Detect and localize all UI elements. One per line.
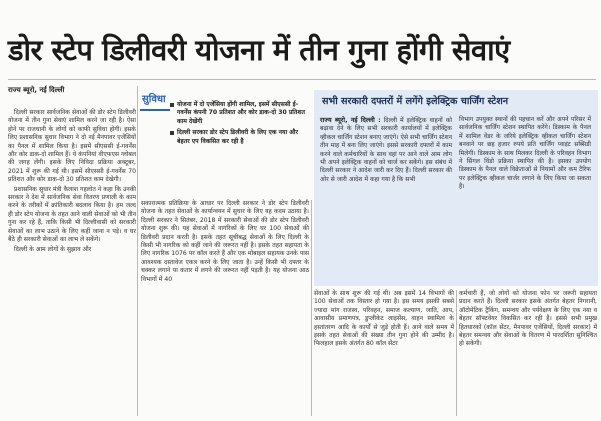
column-divider [311,200,312,416]
box-column-right [459,116,591,192]
box-title: सभी सरकारी दफ्तरों में लगेंगे इलेक्ट्रिक चार्जिंग स्टेशन [322,96,509,107]
suvidha-item: योजना में दो एजेंसिया होंगी शामिल, इसमें सीएससी ई-गवर्नेंस कंपनी 70 प्रतिशत और कोर डाक-दो 30 प्रतिशत काम देखेंगी [170,101,310,126]
dateline: राज्य ब्यूरो, नई दिल्ली [8,86,65,94]
box-dateline: राज्य ब्यूरो, नई दिल्ली : [320,116,381,124]
suvidha-title: सुविधा [142,94,166,105]
paragraph: दिल्ली के आम लोगों के सुझाव और [14,245,92,253]
ev-charging-box [314,90,598,286]
paragraph: सेवाओं के साथ शुरू की गई थी। अब इसमें 14 विभागों की 100 सेवाओं तक विस्तार हो गया है। इस समय इसकी सबसे ज्यादा मांग राजस्व, परिवहन, समाज कल्याण, जाति, आय, आवासीय प्रमाणपत्र, डुप्लीकेट लाइसेंस, वाहन स्वामित्व के हस्तांतरण आदि के कार्यों से जुड़े होती हैं। आने वाले समय में इसके तहत सेवाओं की संख्या तीन गुना होने की उम्मीद है। फिलहाल इसके अंतर्गत 80 कॉल सेंटर [314,290,454,348]
headline-rule [8,79,596,80]
paragraph: कर्मचारी हैं, जो लोगों को योजना फोन पर जरूरी सहायता प्रदान करते हैं। दिल्ली सरकार इसके अंतर्गत बेहतर निगरानी, ऑटोमेटिक ट्रैकिंग, समन्वय और पर्यवेक्षण के लिए एक नया व बेहतर सॉफ्टवेयर विकसित कर रही है। इससे सभी प्रमुख हितधारकों (कॉल सेंटर, मैनपावर एजेंसियों, दिल्ली सरकार) में बेहतर समन्वय और सेवाओं के वितरण में पारदर्शिता सुनिश्चित हो सकेगी। [459,290,597,348]
article-column-4 [459,290,597,350]
article-column-1 [8,109,136,255]
box-right-text: विभाग उपयुक्त स्थानों की पहचान करें और अपने परिसर में सार्वजनिक चार्जिंग स्टेशन स्थापित करेंगे। डिस्काम के पैनल में शामिल वेंडर के जरिये इलेक्ट्रिक व्हीकल चार्जिंग स्टेशन बनवाने पर छह हजार रुपये प्रति चार्जिंग प्वाइंट सब्सिडी मिलेगी। डिस्काम के साथ मिलकर दिल्ली के परिवहन विभाग ने सिंगल विंडो प्रक्रिया स्थापित की है। इसका उपयोग डिस्काम के पैनल वाले विक्रेताओं से नियामों और कम टैरिफ पर इलेक्ट्रिक व्हीकल चार्जर लगाने के लिए किया जा सकता है। [459,116,591,191]
paragraph: दिल्ली सरकार सार्वजनिक सेवाओं की डोर स्टेप डिलीवरी योजना में तीन गुना सेवाएं शामिल करने जा रही है। ऐसा होने पर राजधानी के लोगों को काफी सुविधा होगी। इसके लिए प्रशासनिक सुधार विभाग ने दो नई मैनपावर एजेंसियों का पैनल में शामिल किया है। इसमें सीएससी ई-गवर्नेंस और कोर डाक-दो शामिल हैं। ये कंपनियां वीएफएस ग्लोबल की जगह लेंगी। इसके लिए निविदा प्रक्रिया अक्टूबर, 2021 में शुरू की गई थी। इसमें सीएससी ई-गवर्नेंस 70 प्रतिशत और कोर डाक-दो 30 प्रतिशत काम देखेगी। [8,109,136,184]
headline: डोर स्टेप डिलीवरी योजना में तीन गुना होंगी सेवाएं [8,33,510,67]
article-column-3 [314,290,454,350]
column-divider [456,290,457,416]
box-column-left [320,116,452,184]
paragraph: सकारात्मक प्रतिक्रिया के आधार पर दिल्ली सरकार ने डोर स्टेप डिलीवरी योजना के तहत सेवाओं के कार्यान्वयन में सुधार के लिए यह कदम उठाया है। दिल्ली सरकार ने सितंबर, 2018 में सरकारी सेवाओं की डोर स्टेप डिलीवरी योजना शुरू की। यह सेवाओं में नागरिकों के लिए घर 100 सेवाओं की डिलीवरी प्रदान करती है। इसके तहत सूचीबद्ध सेवाओं के लिए दिल्ली के किसी भी नागरिक को कहीं जाने की जरूरत नहीं है। इसके तहत सहायता के लिए नागरिक 1076 पर कॉल करते हैं और एक मोबाइल सहायक उनके पास आवश्यक दस्तावेज एकत्र करने के लिए जाता है। उन्हें किसी भी दफ्तर के चक्कर लगाने या कतार में लगने की जरूरत नहीं पड़ती है। यह योजना आठ विभागों में 40 [141,200,309,283]
article-column-2 [141,200,309,285]
paragraph: प्रशासनिक सुधार मंत्री कैलाश गहलोत ने कहा कि उनकी सरकार ने देश में सार्वजनिक सेवा वितरण प्रणाली के काम करने के तरीकों में क्रांतिकारी बदलाव किया है। हम जल्द ही डोर स्टेप योजना के तहत आने वाली सेवाओं को भी तीन गुना कर रहे हैं, ताकि किसी भी दिल्लीवासी को सरकारी सेवाओं का लाभ उठाने के लिए कहीं जाना न पड़े। व घर बैठे ही सरकारी सेवाओं का लाभ ले सकेंगे। [8,185,136,244]
column-divider [137,86,138,416]
suvidha-item: दिल्ली सरकार डोर स्टेप डिलीवरी के लिए एक नया और बेहतर एप विकसित कर रही है [170,129,310,146]
suvidha-box [140,91,310,197]
box-left-text: दिल्ली में इलेक्ट्रिक वाहनों को बढ़ावा देने के लिए सभी सरकारी कार्यालयों में इलेक्ट्रिक व्हीकल चार्जिंग स्टेशन बनाए जाएंगे। ऐसे सभी चार्जिंग स्टेशन तीन माह में बना लिए जाएंगे। इससे सरकारी दफ्तरों में काम करने वाले कर्मचारियों के साथ वहां पर आने वाले आम लोग भी अपने इलेक्ट्रिक वाहनों को चार्ज कर सकेंगे। इस संबंध में दिल्ली सरकार ने आदेश जारी कर दिए हैं। दिल्ली सरकार की ओर से जारी आदेश में कहा गया है कि सभी [320,117,453,183]
